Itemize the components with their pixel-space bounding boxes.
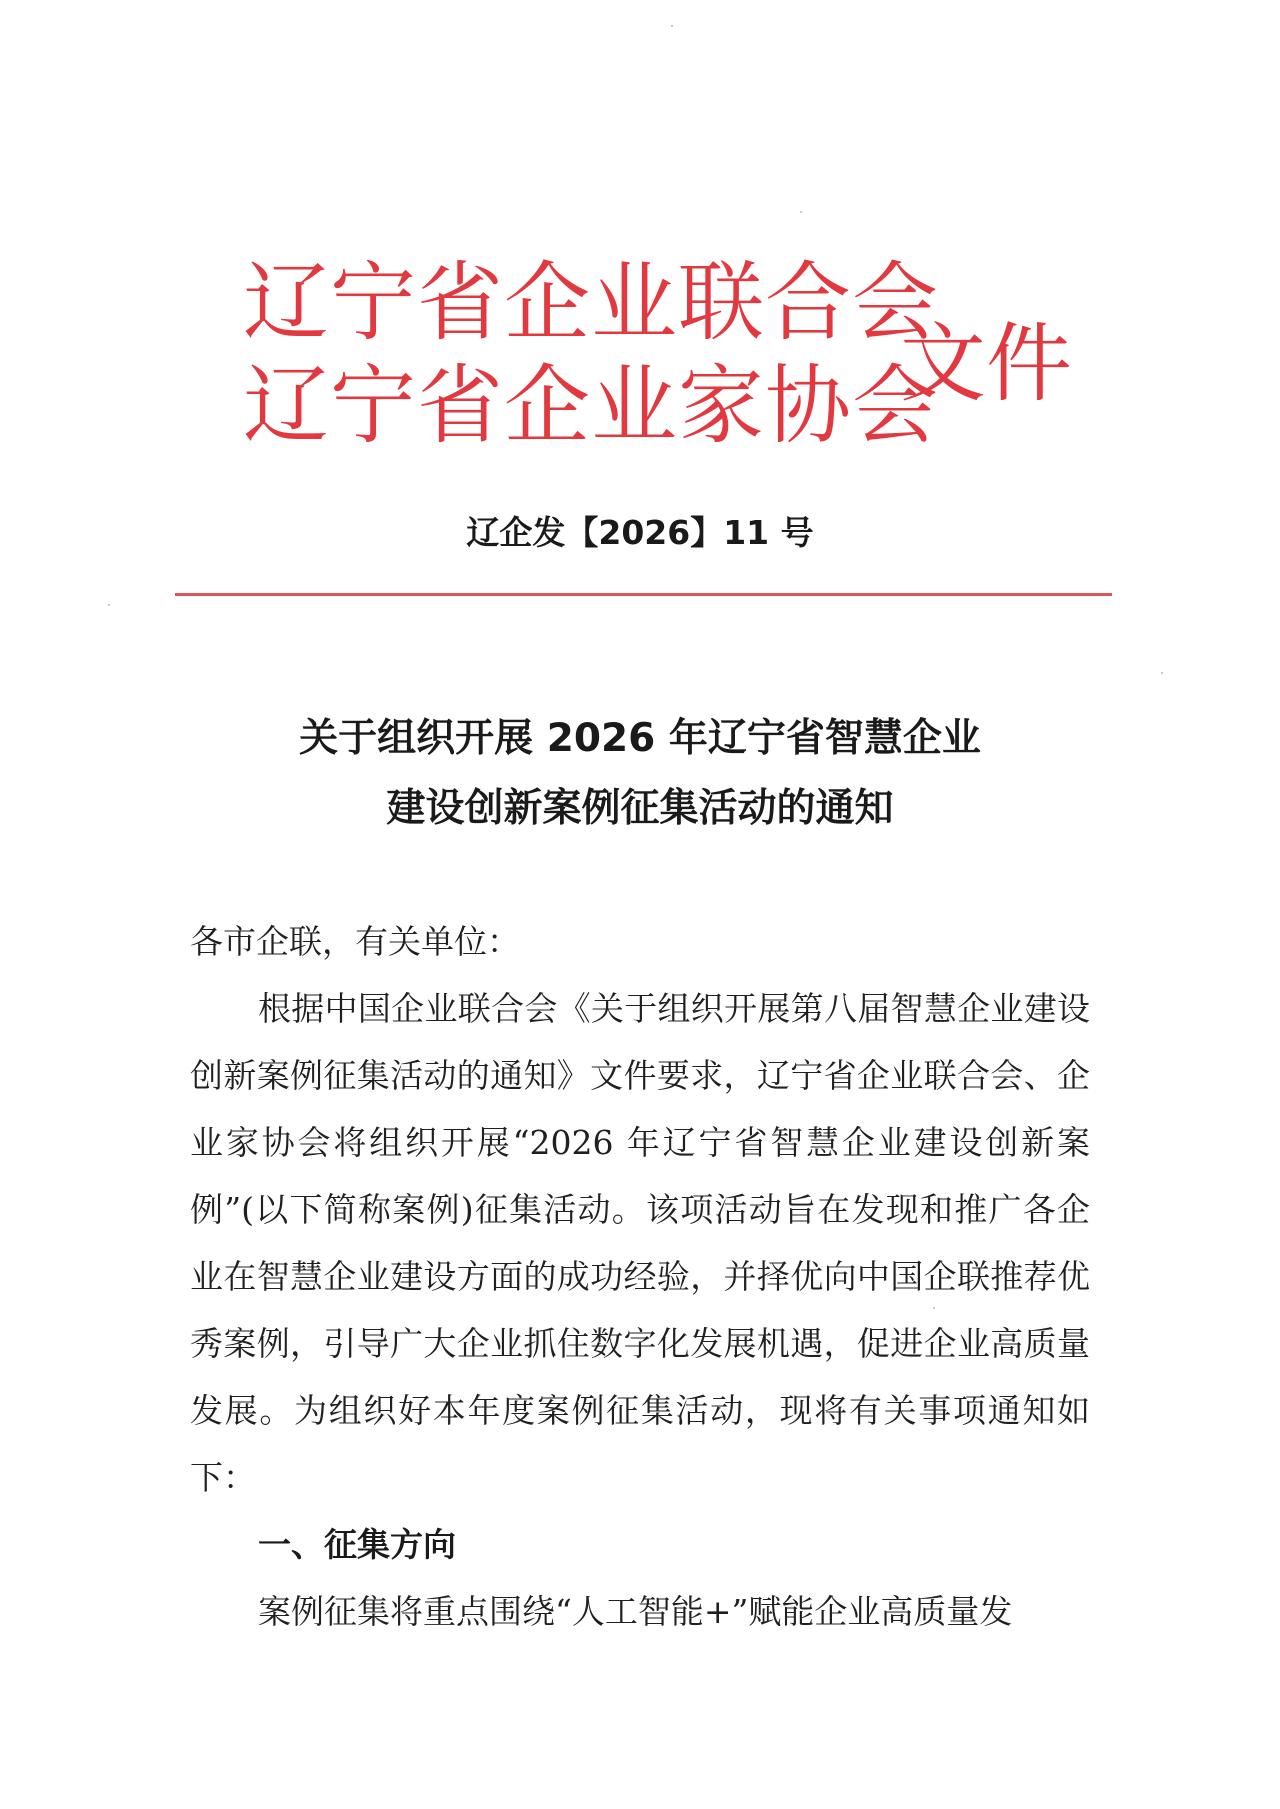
scan-speck [108, 604, 110, 606]
notice-body [190, 908, 1090, 1645]
scan-speck [800, 211, 802, 213]
body-paragraph-2: 案例征集将重点围绕“人工智能+”赋能企业高质量发 [258, 1592, 1013, 1631]
issuer-names [243, 252, 939, 458]
title-line-2: 建设创新案例征集活动的通知 [386, 786, 894, 831]
scan-speck [933, 1307, 935, 1309]
scan-speck [671, 25, 673, 27]
issuer-line-2: 辽宁省企业家协会 [243, 356, 939, 456]
body-paragraph-1: 根据中国企业联合会《关于组织开展第八届智慧企业建设创新案例征集活动的通知》文件要求，辽宁省企业联合会、企业家协会将组织开展“2026 年辽宁省智慧企业建设创新案例”(以下简称案例)征集活动。该项活动旨在发现和推广各企业在智慧企业建设方面的成功经验，并择优向中国企联推荐优秀案例，引导广大企业抓住数字化发展机遇，促进企业高质量发展。为组织好本年度案例征集活动，现将有关事项通知如下： [190, 989, 1090, 1497]
red-divider-line [175, 593, 1112, 596]
document-number: 辽企发【2026】11 号 [466, 513, 814, 552]
section-heading-1: 一、征集方向 [258, 1525, 456, 1564]
salutation: 各市企联，有关单位： [190, 922, 520, 961]
scan-speck [1161, 672, 1163, 674]
issuer-line-1: 辽宁省企业联合会 [243, 253, 939, 353]
document-word: 文件 [900, 314, 1072, 414]
title-line-1: 关于组织开展 2026 年辽宁省智慧企业 [299, 716, 981, 761]
notice-title [0, 704, 1280, 844]
